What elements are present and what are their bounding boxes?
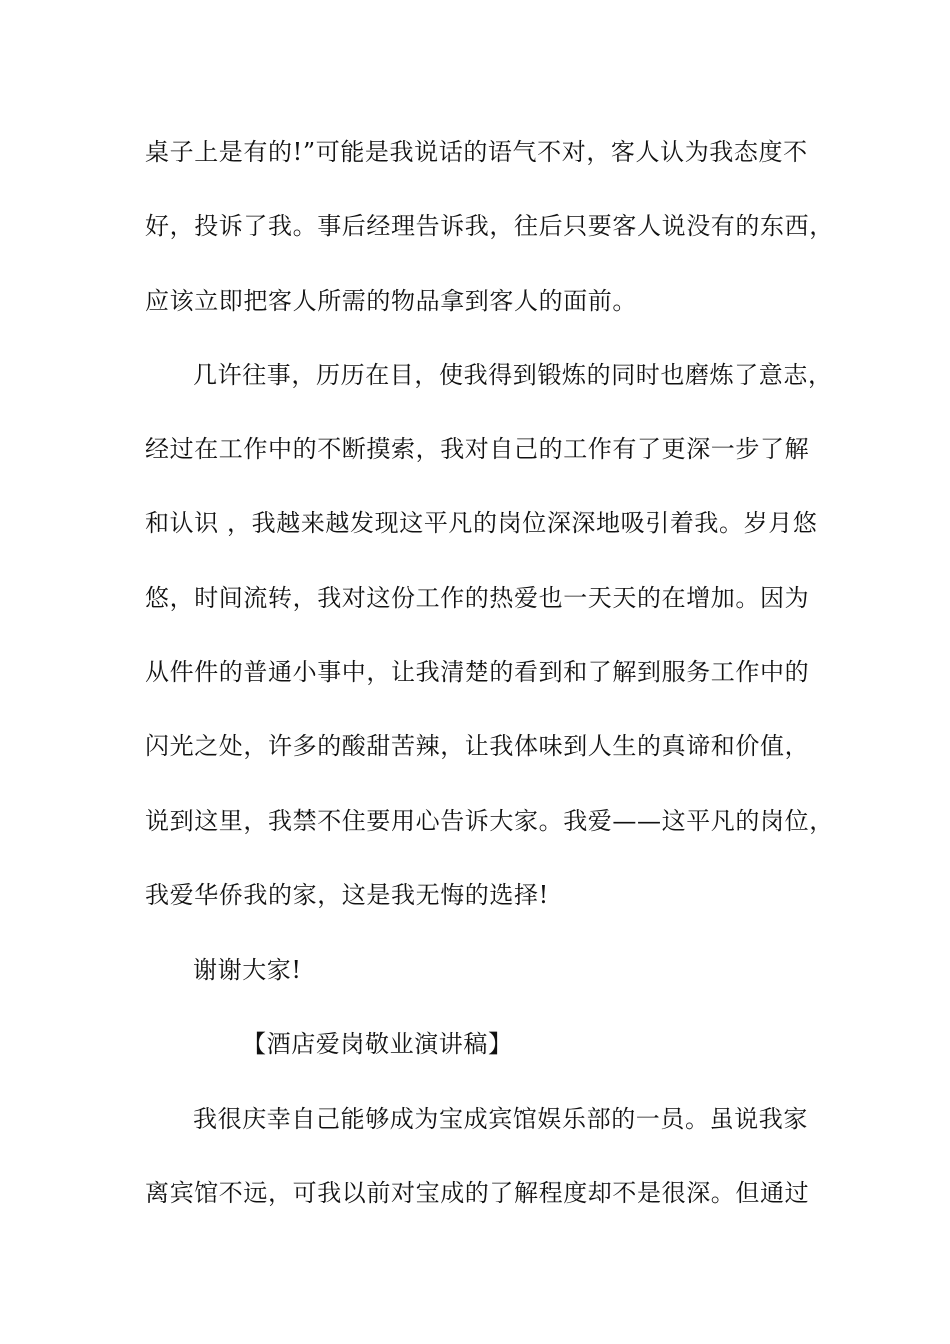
paragraph-line: 和认识 ，我越来越发现这平凡的岗位深深地吸引着我。岁月悠 — [145, 509, 818, 537]
paragraph-line: 几许往事，历历在目，使我得到锻炼的同时也磨炼了意志， — [193, 361, 833, 389]
paragraph-line: 说到这里，我禁不住要用心告诉大家。我爱——这平凡的岗位， — [145, 807, 834, 835]
paragraph-line: 悠，时间流转，我对这份工作的热爱也一天天的在增加。因为 — [145, 584, 810, 612]
paragraph-line: 我很庆幸自己能够成为宝成宾馆娱乐部的一员。虽说我家 — [193, 1105, 808, 1133]
paragraph-line: 好，投诉了我。事后经理告诉我，往后只要客人说没有的东西， — [145, 212, 834, 240]
closing-line: 谢谢大家! — [193, 956, 302, 984]
paragraph-line: 离宾馆不远，可我以前对宝成的了解程度却不是很深。但通过 — [145, 1179, 810, 1207]
section-heading: 【酒店爱岗敬业演讲稿】 — [242, 1030, 513, 1058]
paragraph-line: 经过在工作中的不断摸索，我对自己的工作有了更深一步了解 — [145, 435, 810, 463]
paragraph-line: 桌子上是有的!”可能是我说话的语气不对，客人认为我态度不 — [145, 138, 808, 166]
paragraph-line: 从件件的普通小事中，让我清楚的看到和了解到服务工作中的 — [145, 658, 810, 686]
paragraph-line: 我爱华侨我的家，这是我无悔的选择! — [145, 881, 549, 909]
paragraph-line: 闪光之处，许多的酸甜苦辣，让我体味到人生的真谛和价值， — [145, 732, 810, 760]
paragraph-line: 应该立即把客人所需的物品拿到客人的面前。 — [145, 287, 637, 315]
